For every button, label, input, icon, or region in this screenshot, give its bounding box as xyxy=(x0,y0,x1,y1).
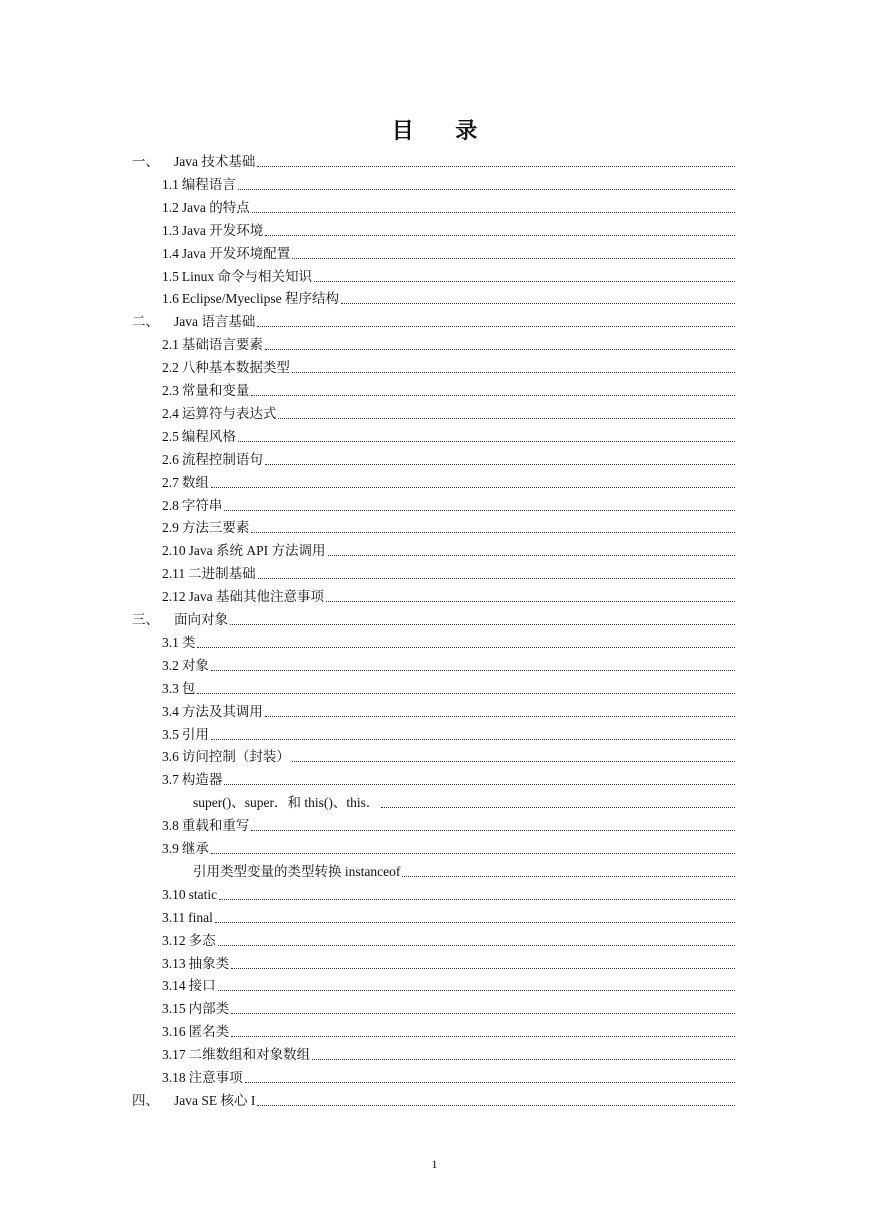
dot-leader xyxy=(257,166,735,167)
toc-entry-number: 2.3 xyxy=(162,383,179,398)
toc-entry[interactable] xyxy=(162,723,737,743)
toc-entry-number: 3.8 xyxy=(162,818,179,834)
dot-leader xyxy=(252,212,735,213)
toc-entry[interactable] xyxy=(162,196,737,216)
toc-entry-label: 常量和变量 xyxy=(181,383,250,398)
toc-entry[interactable] xyxy=(162,516,737,536)
toc-entry[interactable] xyxy=(162,425,737,445)
toc-entry-label: Linux 命令与相关知识 xyxy=(181,268,312,284)
toc-entry[interactable] xyxy=(132,150,737,170)
toc-entry-number: 一、 xyxy=(132,154,159,169)
toc-entry[interactable] xyxy=(162,837,737,857)
dot-leader xyxy=(231,1036,735,1037)
dot-leader xyxy=(341,303,735,304)
dot-leader xyxy=(211,670,735,671)
toc-entry-label: 抽象类 xyxy=(188,955,230,971)
toc-entry-number: 3.16 xyxy=(162,1024,186,1040)
toc-entry-label: Java 语言基础 xyxy=(174,314,256,330)
toc-entry[interactable] xyxy=(162,333,737,353)
toc-entry[interactable] xyxy=(162,883,737,903)
toc-entry[interactable] xyxy=(162,700,737,720)
toc-entry[interactable] xyxy=(162,929,737,949)
toc-entry-label: 编程语言 xyxy=(181,176,236,192)
toc-entry-number: 2.5 xyxy=(162,428,179,444)
dot-leader xyxy=(224,784,735,785)
dot-leader xyxy=(312,1059,735,1060)
toc-entry[interactable] xyxy=(162,562,737,582)
toc-entry[interactable] xyxy=(162,173,737,193)
dot-leader xyxy=(257,1105,735,1106)
toc-entry[interactable] xyxy=(162,448,737,468)
dot-leader xyxy=(402,876,735,877)
toc-entry-number: 2.12 xyxy=(162,589,186,605)
toc-entry-label: 字符串 xyxy=(181,497,223,513)
toc-entry[interactable] xyxy=(162,974,737,994)
toc-entry-label: Java 开发环境配置 xyxy=(181,245,291,261)
toc-entry-number: 3.6 xyxy=(162,749,179,765)
dot-leader xyxy=(292,372,735,373)
toc-entry[interactable] xyxy=(162,379,737,399)
dot-leader xyxy=(326,601,735,602)
toc-entry-label: 注意事项 xyxy=(188,1070,243,1085)
toc-entry-number: 3.13 xyxy=(162,955,186,971)
toc-entry-number: 3.15 xyxy=(162,1001,186,1017)
dot-leader xyxy=(219,899,735,900)
dot-leader xyxy=(197,693,735,694)
toc-entry-number: 3.12 xyxy=(162,932,186,948)
dot-leader xyxy=(224,510,735,511)
toc-entry-number: 2.10 xyxy=(162,543,186,559)
toc-entry[interactable] xyxy=(162,654,737,674)
toc-entry[interactable] xyxy=(162,631,737,651)
dot-leader xyxy=(265,349,735,350)
toc-entry-label: 编程风格 xyxy=(181,428,236,444)
dot-leader xyxy=(257,326,735,327)
toc-entry-label: 二进制基础 xyxy=(188,566,256,582)
toc-entry-number: 二、 xyxy=(132,314,159,330)
toc-entry-number: 四、 xyxy=(132,1092,159,1108)
toc-entry[interactable] xyxy=(162,745,737,765)
toc-entry[interactable] xyxy=(162,997,737,1017)
dot-leader xyxy=(218,990,735,991)
toc-entry[interactable] xyxy=(162,494,737,514)
toc-entry[interactable] xyxy=(132,608,737,628)
toc-entry-label: Java 基础其他注意事项 xyxy=(188,589,324,605)
dot-leader xyxy=(381,807,735,808)
toc-entry[interactable] xyxy=(162,814,737,834)
toc-entry[interactable] xyxy=(162,952,737,972)
toc-entry-label: 包 xyxy=(181,680,196,696)
toc-entry-number: 3.11 xyxy=(162,909,186,925)
dot-leader xyxy=(314,281,735,282)
toc-entry[interactable] xyxy=(162,356,737,376)
toc-entry-number: 1.6 xyxy=(162,291,179,307)
toc-entry[interactable] xyxy=(162,1020,737,1040)
toc-entry-label: super()、super．和 this()、this． xyxy=(193,795,380,811)
toc-entry-label: 方法三要素 xyxy=(181,520,250,536)
dot-leader xyxy=(265,716,735,717)
toc-entry-label: 访问控制（封装） xyxy=(181,749,290,765)
toc-entry-label: Java 系统 API 方法调用 xyxy=(188,543,326,559)
toc-entry-number: 2.6 xyxy=(162,451,179,467)
toc-entry-label: 重载和重写 xyxy=(181,818,250,834)
toc-entry-number: 2.4 xyxy=(162,405,179,421)
dot-leader xyxy=(215,922,735,923)
toc-entry-label: 引用类型变量的类型转换 instanceof xyxy=(193,863,401,879)
toc-entry-number: 2.2 xyxy=(162,360,179,376)
toc-entry-label: 多态 xyxy=(188,932,216,948)
toc-entry-number: 1.1 xyxy=(162,176,179,192)
toc-entry-number: 1.5 xyxy=(162,268,179,284)
dot-leader xyxy=(231,968,735,969)
toc-entry-number: 3.5 xyxy=(162,726,179,742)
dot-leader xyxy=(211,853,735,854)
page-number: 1 xyxy=(431,1157,438,1171)
dot-leader xyxy=(231,1013,735,1014)
toc-entry[interactable] xyxy=(162,677,737,697)
dot-leader xyxy=(265,235,735,236)
toc-entry-number: 3.17 xyxy=(162,1047,186,1063)
toc-entry-label: final xyxy=(188,909,213,925)
toc-entry-number: 3.1 xyxy=(162,634,179,650)
toc-entry-label: 构造器 xyxy=(181,772,223,788)
dot-leader xyxy=(278,418,735,419)
toc-entry-number: 3.4 xyxy=(162,703,179,719)
toc-entry-label: 二维数组和对象数组 xyxy=(188,1047,311,1063)
toc-entry-label: Java 技术基础 xyxy=(174,154,256,169)
toc-entry-label: 继承 xyxy=(181,841,209,856)
toc-entry-number: 3.7 xyxy=(162,772,179,788)
toc-entry[interactable] xyxy=(162,287,737,307)
toc-entry[interactable] xyxy=(193,791,737,811)
dot-leader xyxy=(251,532,735,533)
dot-leader xyxy=(230,624,735,625)
toc-entry-number: 2.7 xyxy=(162,474,179,490)
toc-entry-number: 2.8 xyxy=(162,497,179,513)
dot-leader xyxy=(245,1082,735,1083)
toc-entry-number: 3.18 xyxy=(162,1070,186,1085)
toc-entry[interactable] xyxy=(162,539,737,559)
toc-entry[interactable] xyxy=(162,906,737,926)
dot-leader xyxy=(238,189,735,190)
toc-entry-label: Eclipse/Myeclipse 程序结构 xyxy=(181,291,339,307)
toc-entry[interactable] xyxy=(132,1089,737,1109)
toc-entry-label: 方法及其调用 xyxy=(181,703,263,719)
toc-entry-label: 八种基本数据类型 xyxy=(181,360,290,376)
toc-entry[interactable] xyxy=(162,242,737,262)
toc-entry-label: Java 开发环境 xyxy=(181,222,264,238)
toc-entry-label: 对象 xyxy=(181,657,209,673)
toc-entry[interactable] xyxy=(162,1066,737,1086)
toc-entry-label: 接口 xyxy=(188,978,216,994)
dot-leader xyxy=(238,441,735,442)
toc-entry[interactable] xyxy=(162,471,737,491)
dot-leader xyxy=(292,258,735,259)
toc-entry-number: 3.14 xyxy=(162,978,186,994)
toc-entry-label: 数组 xyxy=(181,474,209,490)
toc-entry-number: 1.4 xyxy=(162,245,179,261)
dot-leader xyxy=(211,487,735,488)
dot-leader xyxy=(292,761,735,762)
toc-entry-number: 3.3 xyxy=(162,680,179,696)
toc-entry-number: 3.10 xyxy=(162,886,186,902)
toc-entry-number: 1.2 xyxy=(162,199,179,215)
toc-entry-number: 3.9 xyxy=(162,841,179,856)
toc-entry-label: 面向对象 xyxy=(174,612,228,627)
dot-leader xyxy=(197,647,735,648)
toc-entry[interactable] xyxy=(162,402,737,422)
toc-entry[interactable] xyxy=(162,265,737,285)
toc-entry-label: 匿名类 xyxy=(188,1024,230,1040)
toc-entry-label: 类 xyxy=(181,634,196,650)
dot-leader xyxy=(251,830,735,831)
toc-entry-label: Java SE 核心 I xyxy=(174,1092,256,1108)
toc-entry-label: 流程控制语句 xyxy=(181,451,263,467)
toc-title: 目 录 xyxy=(391,118,496,143)
dot-leader xyxy=(211,739,735,740)
toc-entry-label: 运算符与表达式 xyxy=(181,405,277,421)
toc-entry-label: static xyxy=(188,886,218,902)
dot-leader xyxy=(265,464,735,465)
toc-entry-number: 2.9 xyxy=(162,520,179,536)
dot-leader xyxy=(258,578,735,579)
toc-entry-label: Java 的特点 xyxy=(181,199,250,215)
toc-entry[interactable] xyxy=(193,860,737,880)
toc-entry-number: 2.11 xyxy=(162,566,186,582)
toc-entry-label: 内部类 xyxy=(188,1001,230,1017)
dot-leader xyxy=(251,395,735,396)
toc-entry[interactable] xyxy=(162,585,737,605)
toc-entry-number: 2.1 xyxy=(162,337,179,353)
toc-entry-label: 基础语言要素 xyxy=(181,337,263,353)
toc-entry[interactable] xyxy=(162,219,737,239)
toc-entry-number: 三、 xyxy=(132,612,159,627)
toc-entry-label: 引用 xyxy=(181,726,209,742)
toc-entry[interactable] xyxy=(132,310,737,330)
toc-entry-number: 1.3 xyxy=(162,222,179,238)
toc-entry[interactable] xyxy=(162,1043,737,1063)
dot-leader xyxy=(328,555,736,556)
dot-leader xyxy=(218,945,735,946)
toc-entry-number: 3.2 xyxy=(162,657,179,673)
toc-entry[interactable] xyxy=(162,768,737,788)
